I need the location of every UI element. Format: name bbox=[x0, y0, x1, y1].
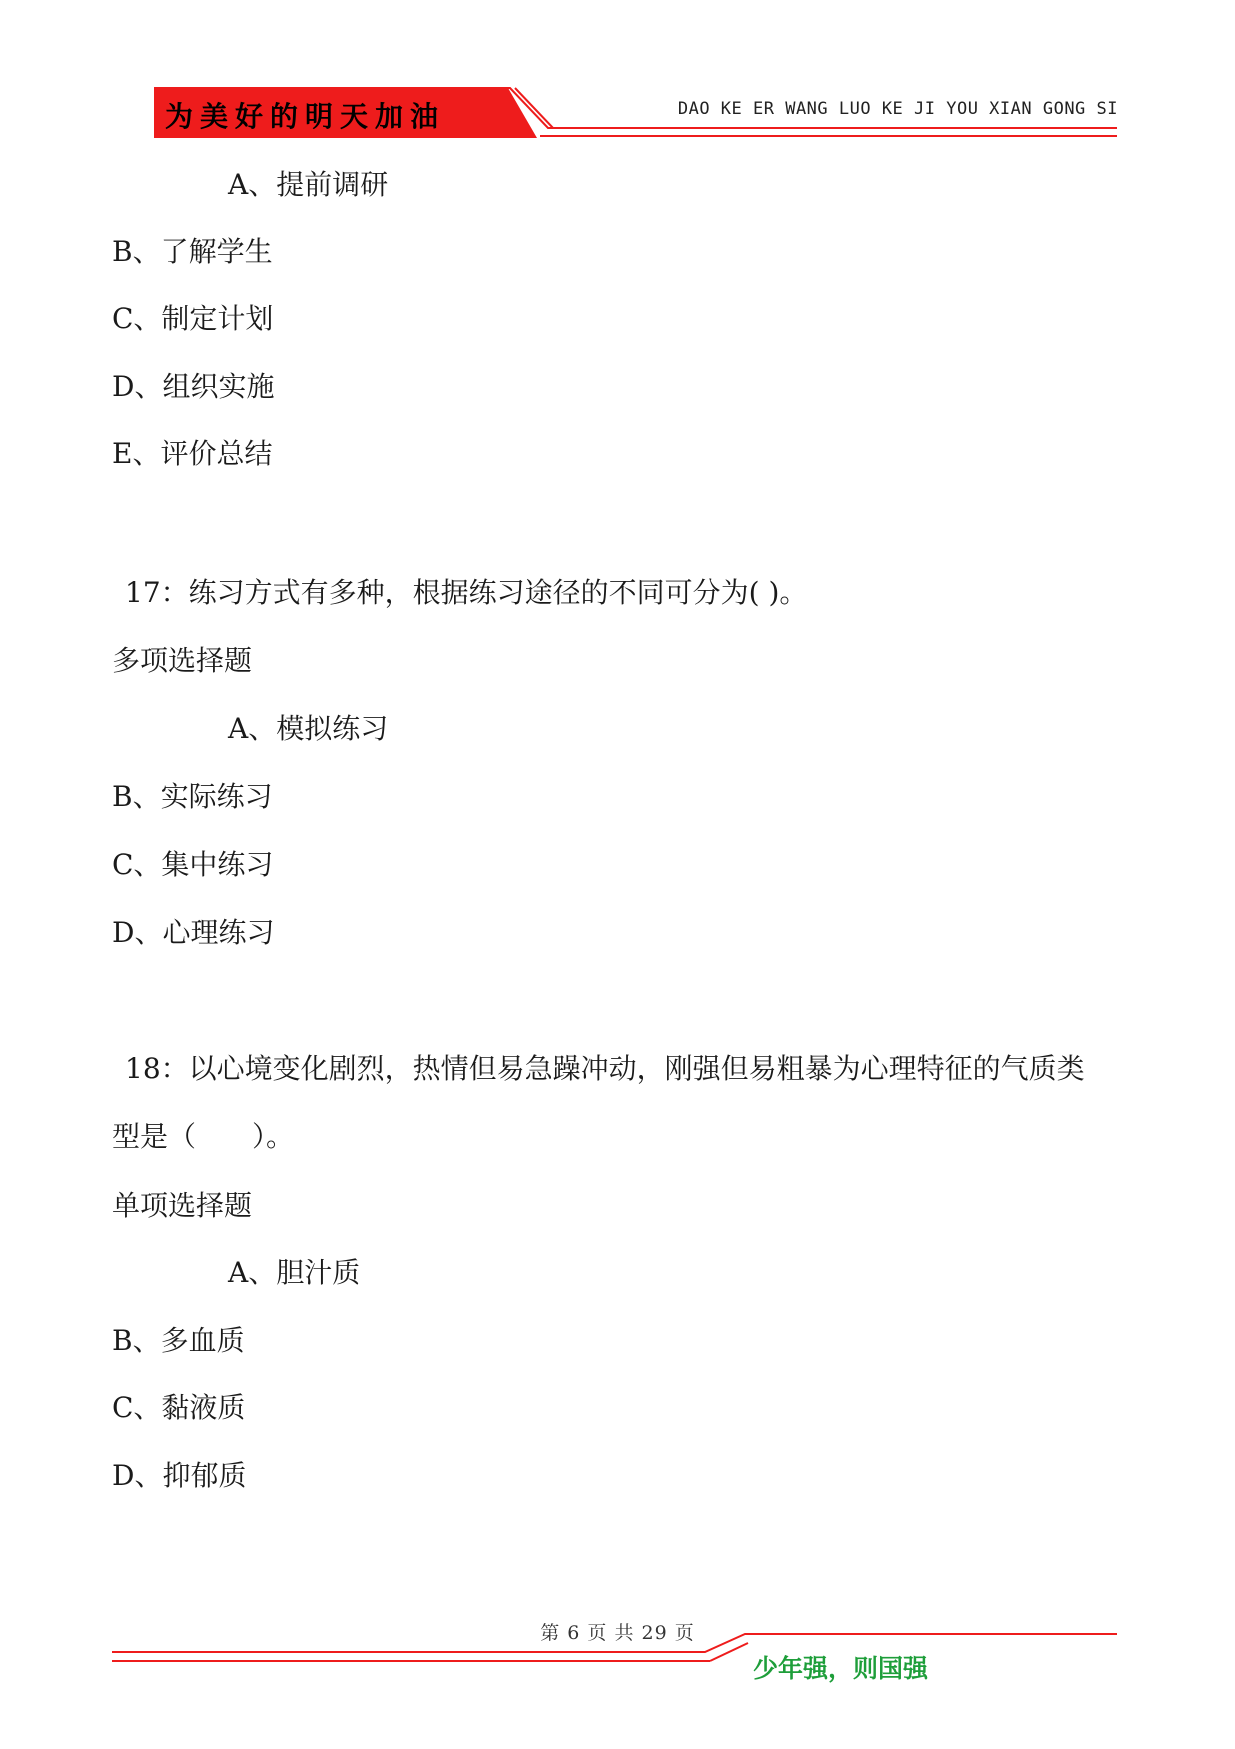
option-b: B、了解学生 bbox=[112, 235, 273, 268]
option-c: C、制定计划 bbox=[112, 302, 274, 335]
question-18: 18：以心境变化剧烈，热情但易急躁冲动，刚强但易粗暴为心理特征的气质类 bbox=[125, 1052, 1085, 1085]
option-a: A、胆汁质 bbox=[228, 1256, 361, 1289]
option-d: D、心理练习 bbox=[112, 916, 275, 949]
option-d: D、组织实施 bbox=[112, 370, 275, 403]
question-type: 单项选择题 bbox=[112, 1189, 253, 1222]
footer-slogan: 少年强，则国强 bbox=[753, 1654, 929, 1683]
option-d: D、抑郁质 bbox=[112, 1459, 247, 1492]
option-b: B、实际练习 bbox=[112, 780, 273, 813]
question-type: 多项选择题 bbox=[112, 644, 253, 677]
question-18-continued: 型是（ ）。 bbox=[112, 1120, 295, 1153]
company-name: DAO KE ER WANG LUO KE JI YOU XIAN GONG SI bbox=[677, 99, 1118, 119]
header-slogan: 为美好的明天加油 bbox=[165, 100, 446, 133]
page-number: 第 6 页 共 29 页 bbox=[540, 1622, 695, 1644]
option-a: A、提前调研 bbox=[228, 168, 389, 201]
option-c: C、黏液质 bbox=[112, 1391, 246, 1424]
option-a: A、模拟练习 bbox=[228, 712, 389, 745]
option-e: E、评价总结 bbox=[112, 437, 273, 470]
option-b: B、多血质 bbox=[112, 1324, 245, 1357]
question-17: 17：练习方式有多种，根据练习途径的不同可分为( )。 bbox=[125, 576, 808, 609]
option-c: C、集中练习 bbox=[112, 848, 274, 881]
